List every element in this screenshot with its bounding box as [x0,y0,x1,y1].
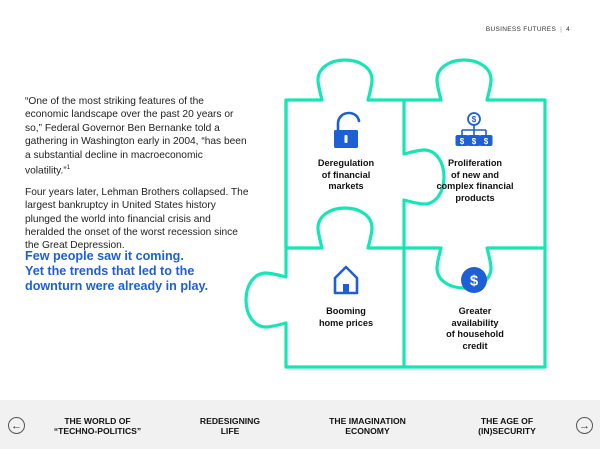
nav-item-imagination-economy[interactable]: THE IMAGINATION ECONOMY [329,416,406,436]
puzzle-horizontal-seam [286,208,545,288]
piece-label-home-prices: Booming home prices [318,306,374,328]
page-header: BUSINESS FUTURES | 4 [485,26,570,33]
piece-label-deregulation: Deregulation of financial markets [317,158,375,191]
quote-paragraph: “One of the most striking features of the economic landscape over the past 20 years or so,” Federal Governor Ben Bernanke told a gathering in Washington early in 2004, “has been a substantial decline in macroeconomic volatility.”$^1$ [25,96,247,177]
hierarchy-dollar-icon [456,113,493,146]
nav-item-techno-politics[interactable]: THE WORLD OF “TECHNO-POLITICS” [53,416,142,436]
piece-label-household-credit: Greater availability of household credit [446,306,504,351]
svg-text:$: $ [469,272,479,290]
dollar-circle-icon [461,267,487,293]
svg-text:$: $ [483,137,489,146]
highlight-statement: Few people saw it coming. Yet the trends that led to the downturn were already in play. [25,249,209,293]
next-page-button[interactable]: → [576,417,593,434]
prev-page-button[interactable]: ← [8,417,25,434]
house-icon [335,267,357,293]
nav-item-redesigning-life[interactable]: REDESIGNING LIFE [199,416,261,436]
section-title: BUSINESS FUTURES [485,26,557,33]
unlocked-padlock-icon [334,113,359,148]
page-number: 4 [566,26,570,33]
nav-item-age-of-insecurity[interactable]: THE AGE OF (IN)SECURITY [478,416,536,436]
piece-label-proliferation: Proliferation of new and complex financial products [436,158,514,203]
footer-nav [0,400,600,449]
svg-text:$: $ [459,137,465,146]
body-paragraph: Four years later, Lehman Brothers collapsed. The largest bankruptcy in United States history plunged the world into financial crisis and heralded the onset of the worst recession since the Great Depression. [25,186,249,252]
footnote-marker: 1 [66,165,71,172]
svg-text:$: $ [471,137,477,146]
svg-text:$: $ [471,115,477,124]
